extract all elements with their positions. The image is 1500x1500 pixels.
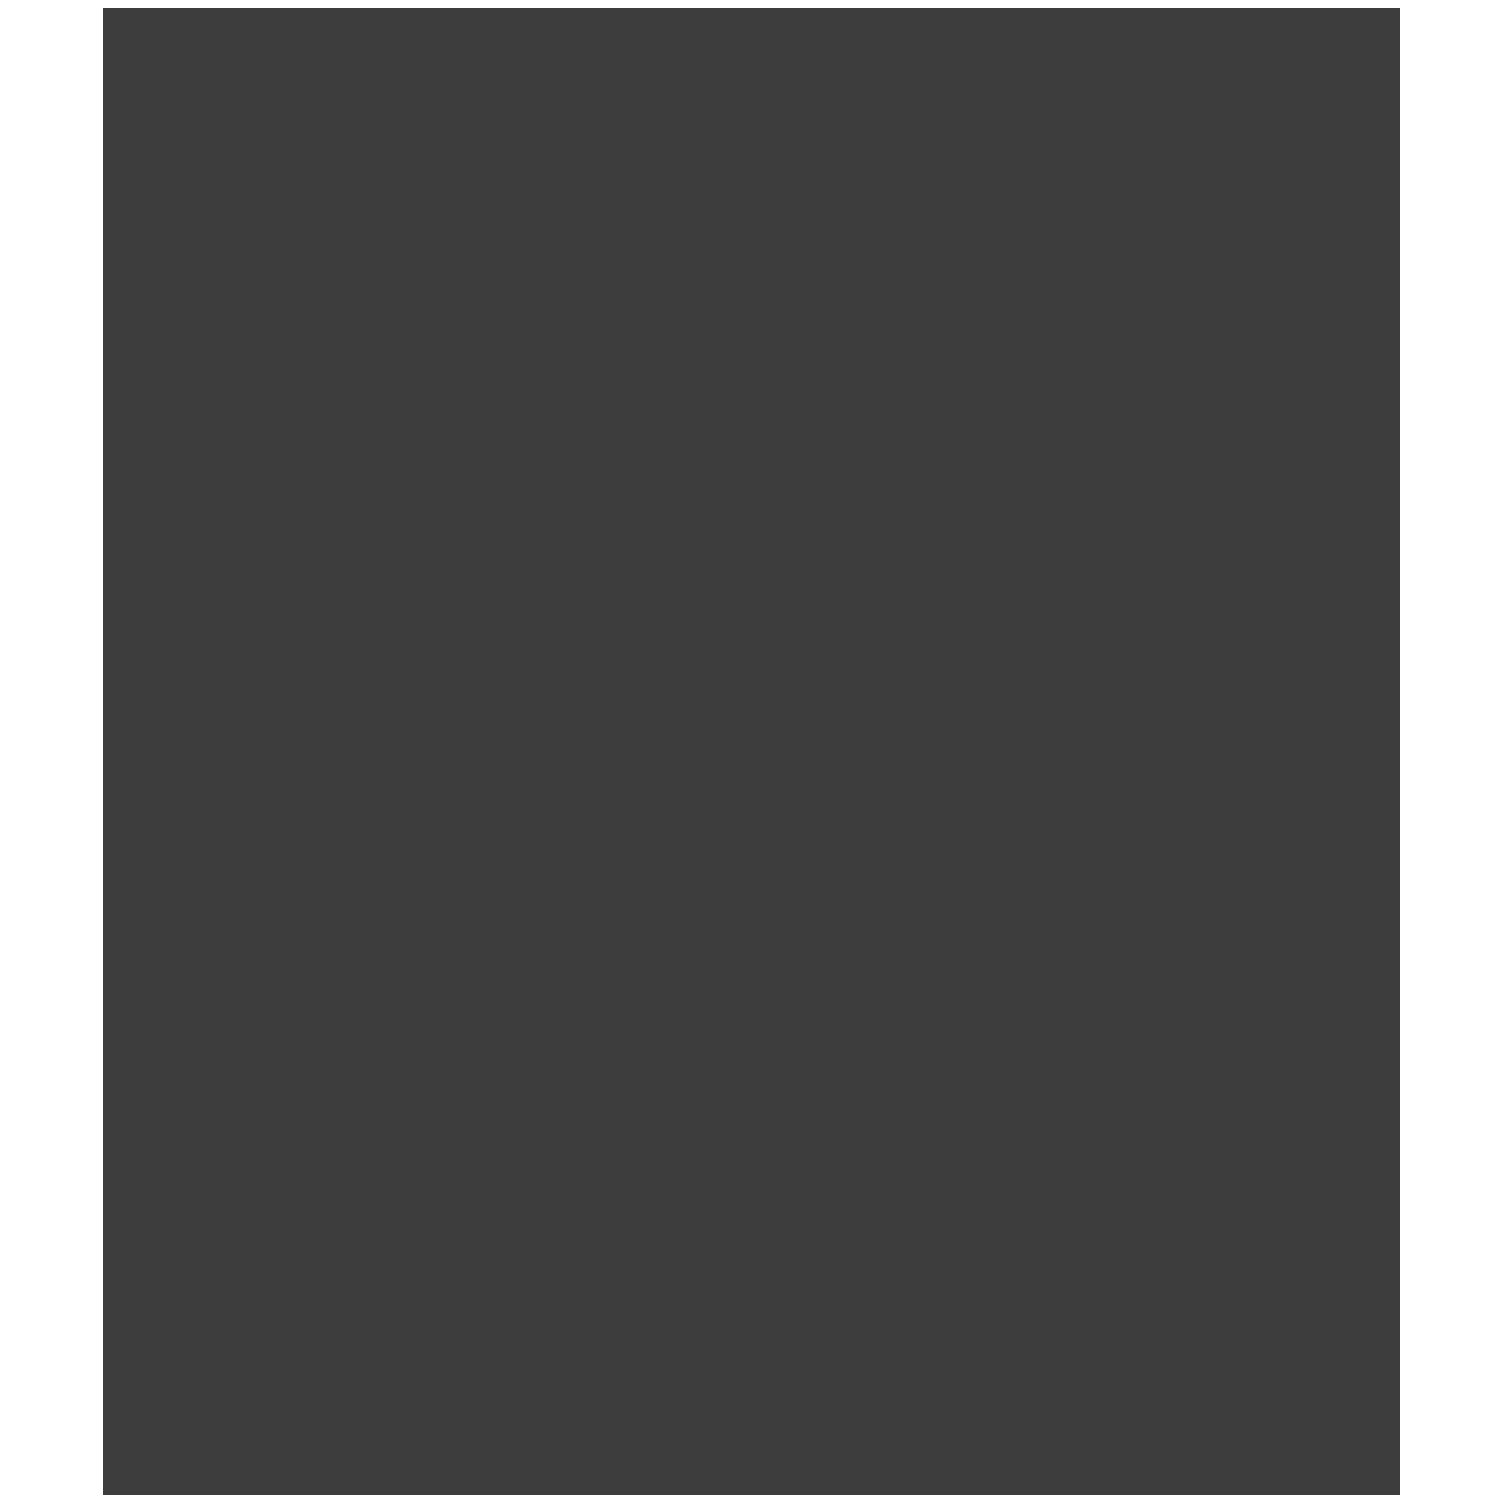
color-chart-table (103, 8, 1400, 1495)
